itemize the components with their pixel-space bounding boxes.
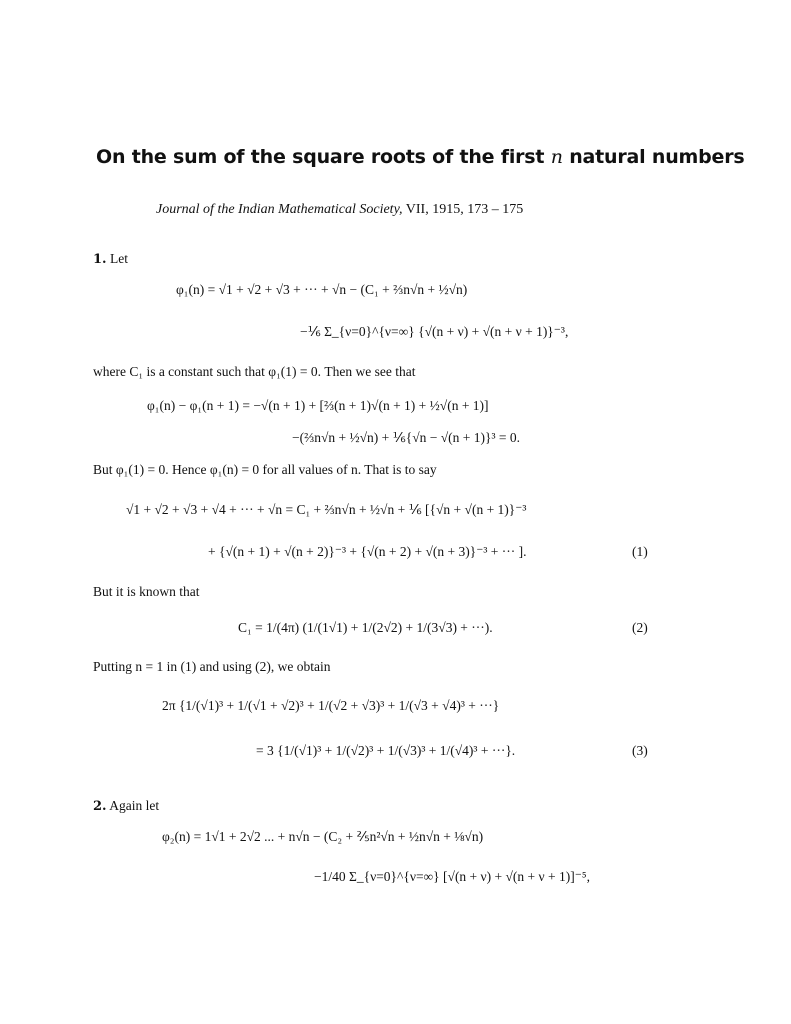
equation-1-line-1: φ₁(n) = √1 + √2 + √3 + ··· + √n − (C₁ + ⅔n√n + ½√n) <box>176 282 468 297</box>
title-text: On the sum of the square roots of the first <box>96 146 545 168</box>
equation-number-3: (3) <box>632 743 648 758</box>
paper-title <box>96 146 744 168</box>
paragraph-4: Putting n = 1 in (1) and using (2), we obtain <box>93 659 331 674</box>
paragraph-3: But it is known that <box>93 584 200 599</box>
equation-5-line-2: = 3 {1/(√1)³ + 1/(√2)³ + 1/(√3)³ + 1/(√4)³ + ···}. <box>256 743 516 758</box>
title-variable: n <box>550 146 563 168</box>
section-1-number: 1. <box>93 252 107 267</box>
section-2-intro: Again let <box>109 798 160 813</box>
title-tail: natural numbers <box>569 146 745 168</box>
equation-6-line-2: −1/40 Σ_{ν=0}^{ν=∞} [√(n + ν) + √(n + ν + 1)]⁻⁵, <box>314 869 590 884</box>
equation-2-line-1: φ₁(n) − φ₁(n + 1) = −√(n + 1) + [⅔(n + 1)√(n + 1) + ½√(n + 1)] <box>147 398 489 413</box>
journal-details: VII, 1915, 173 – 175 <box>405 202 524 217</box>
equation-3-line-2: + {√(n + 1) + √(n + 2)}⁻³ + {√(n + 2) + √(n + 3)}⁻³ + ··· ]. <box>208 544 527 559</box>
equation-6-line-1: φ₂(n) = 1√1 + 2√2 ... + n√n − (C₂ + ⅖n²√n + ½n√n + ⅛√n) <box>162 829 484 844</box>
section-2-heading <box>93 798 159 814</box>
equation-number-1: (1) <box>632 544 648 559</box>
paragraph-1: where C₁ is a constant such that φ₁(1) = 0. Then we see that <box>93 364 416 379</box>
journal-citation <box>156 202 523 218</box>
equation-number-2: (2) <box>632 620 648 635</box>
equation-2-line-2: −(⅔n√n + ½√n) + ⅙{√n − √(n + 1)}³ = 0. <box>292 430 521 445</box>
equation-3-line-1: √1 + √2 + √3 + √4 + ··· + √n = C₁ + ⅔n√n + ½√n + ⅙ [{√n + √(n + 1)}⁻³ <box>126 502 527 517</box>
section-1-intro: Let <box>109 251 128 266</box>
section-1-heading <box>93 251 128 267</box>
paragraph-2: But φ₁(1) = 0. Hence φ₁(n) = 0 for all values of n. That is to say <box>93 462 437 477</box>
equation-5-line-1: 2π {1/(√1)³ + 1/(√1 + √2)³ + 1/(√2 + √3)³ + 1/(√3 + √4)³ + ···} <box>162 698 500 713</box>
equation-1-line-2: −⅙ Σ_{ν=0}^{ν=∞} {√(n + ν) + √(n + ν + 1)}⁻³, <box>300 324 569 339</box>
equation-4: C₁ = 1/(4π) (1/(1√1) + 1/(2√2) + 1/(3√3) + ···). <box>238 620 493 635</box>
journal-name: Journal of the Indian Mathematical Society, <box>156 202 403 217</box>
section-2-number: 2. <box>93 799 107 814</box>
